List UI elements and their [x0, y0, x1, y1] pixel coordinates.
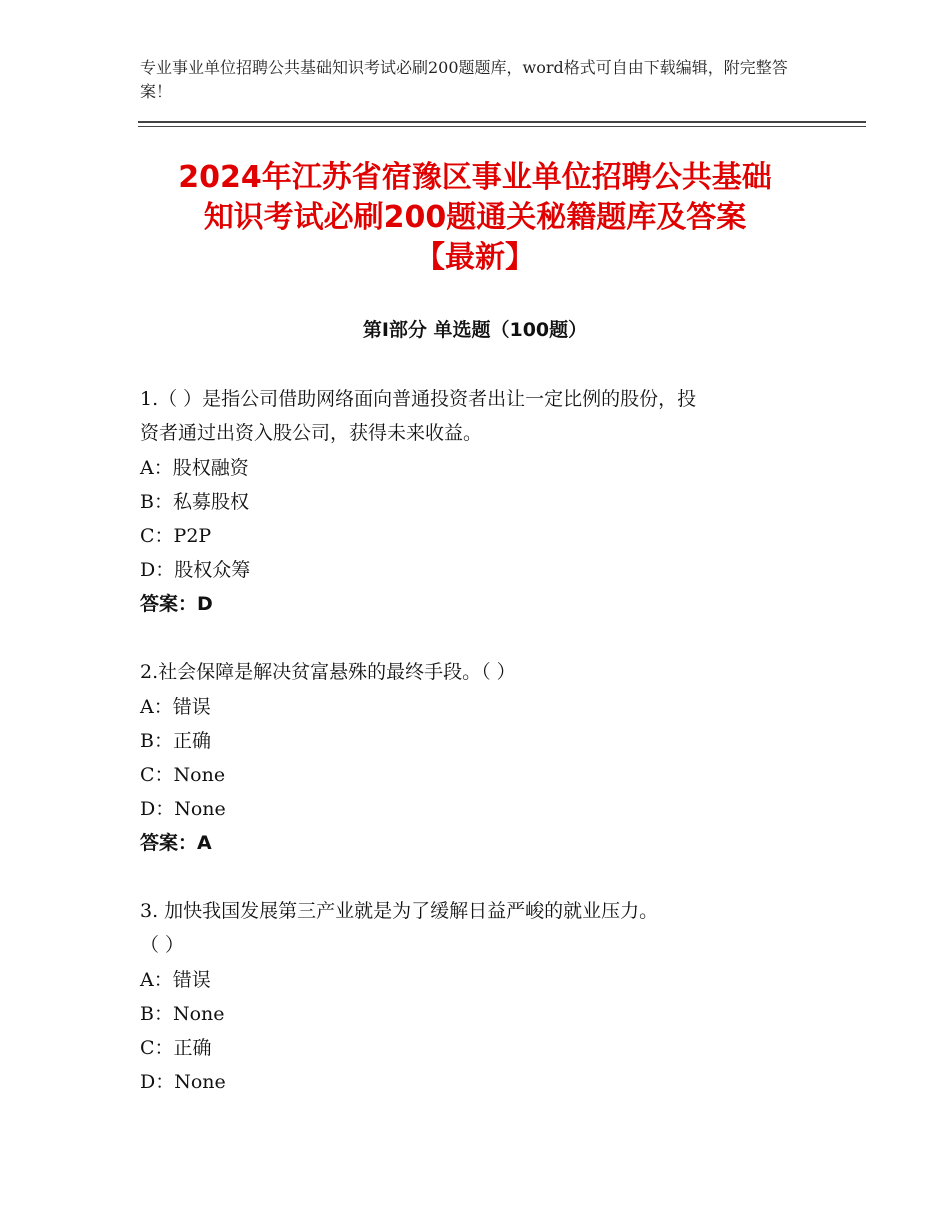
- header-divider-thin: [138, 126, 866, 127]
- option-b: B：None: [140, 1003, 225, 1025]
- question-stem-line: 2.社会保障是解决贫富悬殊的最终手段。（ ）: [140, 661, 516, 683]
- option-a: A：错误: [140, 696, 211, 718]
- option-b: B：正确: [140, 730, 211, 752]
- header-note: 专业事业单位招聘公共基础知识考试必刷200题题库，word格式可自由下载编辑，附完整答案！: [140, 58, 788, 101]
- title-line-1: 2024年江苏省宿豫区事业单位招聘公共基础: [178, 160, 772, 195]
- option-b: B：私募股权: [140, 491, 249, 513]
- answer: 答案：D: [140, 593, 213, 615]
- option-c: C：None: [140, 764, 226, 786]
- title-line-3: 【最新】: [415, 240, 535, 275]
- option-d: D：股权众筹: [140, 559, 251, 581]
- option-a: A：股权融资: [140, 457, 249, 479]
- question-stem-line: 1.（ ）是指公司借助网络面向普通投资者出让一定比例的股份，投: [140, 388, 697, 410]
- section-heading: 第Ⅰ部分 单选题（100题）: [362, 319, 588, 341]
- option-d: D：None: [140, 798, 226, 820]
- option-a: A：错误: [140, 969, 211, 991]
- question-stem-line: 3. 加快我国发展第三产业就是为了缓解日益严峻的就业压力。: [140, 900, 659, 922]
- option-c: C：正确: [140, 1037, 212, 1059]
- header-divider-thick: [138, 121, 866, 123]
- document-title: [120, 158, 830, 278]
- option-d: D：None: [140, 1071, 226, 1093]
- title-line-2: 知识考试必刷200题通关秘籍题库及答案: [203, 200, 747, 235]
- answer: 答案：A: [140, 832, 212, 854]
- question-stem-line: 资者通过出资入股公司，获得未来收益。: [140, 422, 483, 444]
- question-stem-line: （ ）: [140, 934, 185, 956]
- option-c: C：P2P: [140, 525, 212, 547]
